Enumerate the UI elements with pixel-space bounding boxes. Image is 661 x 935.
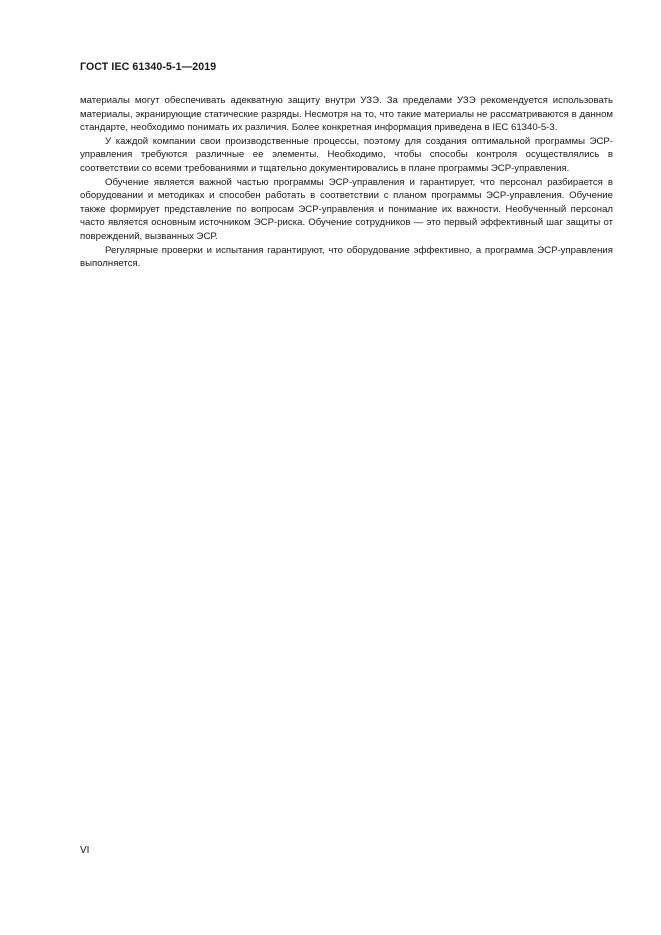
paragraph-processes: У каждой компании свои производственные процессы, поэтому для создания оптимальной программы ЭСР-управления требуются различные ее элементы. Необходимо, чтобы способы контроля осуществлялись в соответствии со всеми требованиями и тщательно документировались в плане программы ЭСР-управления. [80,135,613,174]
paragraph-training: Обучение является важной частью программы ЭСР-управления и гарантирует, что персонал разбирается в оборудовании и методиках и способен работать в соответствии с планом программы ЭСР-управления. Обучение также формирует представление по вопросам ЭСР-управления и понимание их важности. Необученный персонал часто является основным источником ЭСР-риска. Обучение сотрудников — это первый эффективный шаг защиты от повреждений, вызванных ЭСР. [80,176,613,242]
page-number: VI [80,845,90,856]
document-body [80,94,613,271]
paragraph-continuation: материалы могут обеспечивать адекватную защиту внутри УЗЭ. За пределами УЗЭ рекомендуется использовать материалы, экранирующие статические разряды. Несмотря на то, что такие материалы не рассматриваются в данном стандарте, необходимо понимать их различия. Более конкретная информация приведена в IEC 61340-5-3. [80,95,613,134]
document-header: ГОСТ IEC 61340-5-1—2019 [80,61,217,73]
paragraph-inspections: Регулярные проверки и испытания гарантируют, что оборудование эффективно, а программа ЭСР-управления выполняется. [80,244,613,270]
